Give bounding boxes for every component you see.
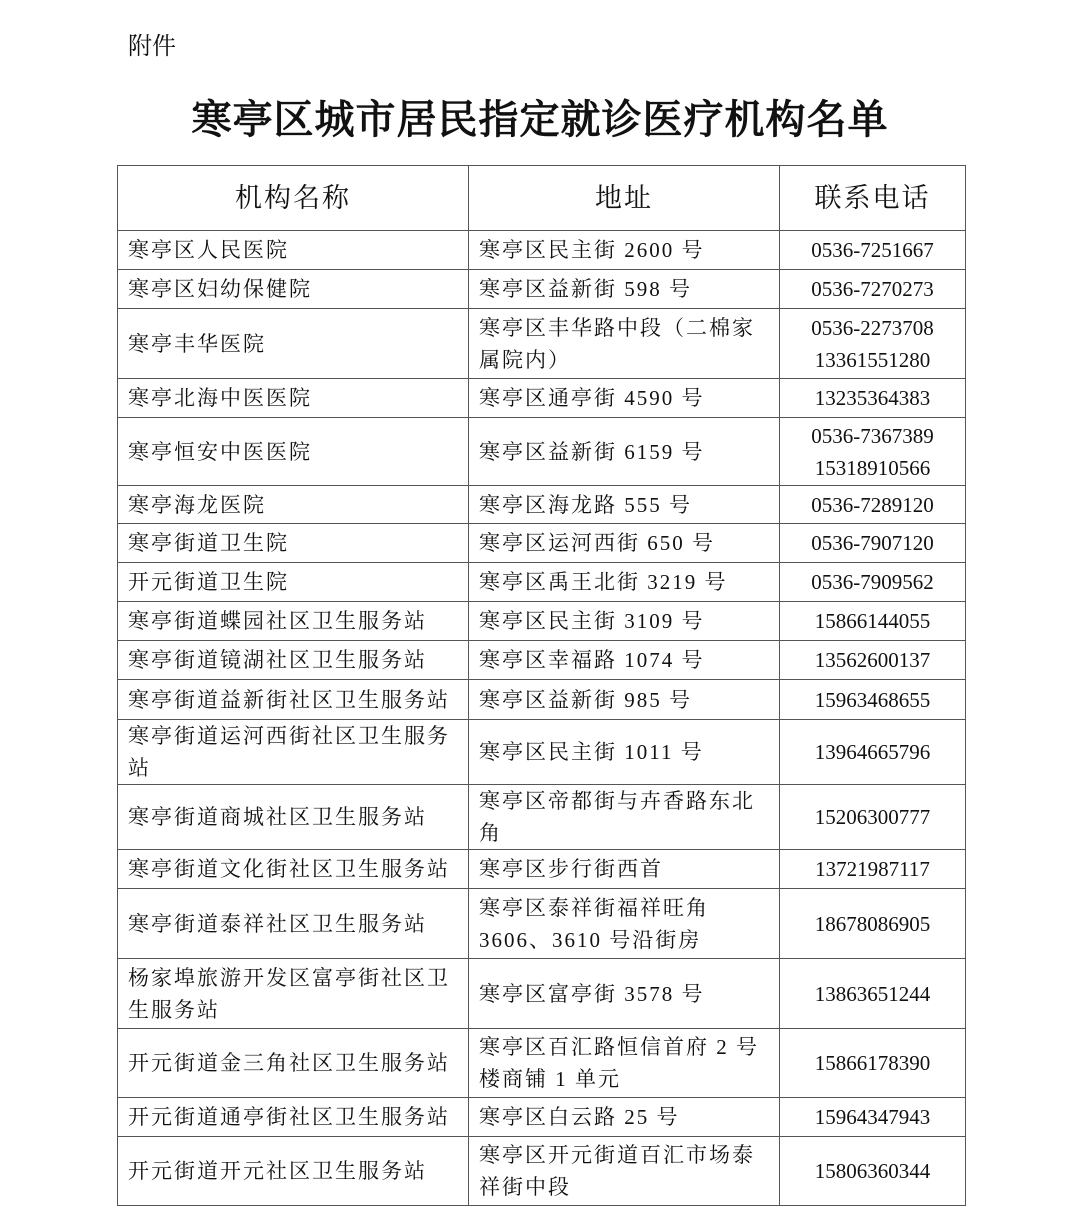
- table-row: [118, 680, 966, 720]
- institution-table: [117, 165, 966, 1206]
- phone-number: 13361551280: [814, 347, 931, 372]
- table-row: [118, 418, 966, 486]
- phone-number: 0536-7289120: [811, 492, 934, 517]
- institution-address: 寒亭区帝都街与卉香路东北角: [469, 785, 780, 850]
- institution-name: 寒亭北海中医医院: [118, 379, 469, 418]
- phone-number: 13863651244: [814, 981, 931, 1006]
- institution-phone: [780, 602, 966, 641]
- institution-address: 寒亭区丰华路中段（二棉家属院内）: [469, 309, 780, 379]
- institution-address: 寒亭区通亭街 4590 号: [469, 379, 780, 418]
- phone-number: 0536-7367389: [811, 423, 934, 448]
- phone-number: 15318910566: [814, 455, 931, 480]
- institution-address: 寒亭区禹王北街 3219 号: [469, 563, 780, 602]
- table-row: [118, 563, 966, 602]
- institution-address: 寒亭区海龙路 555 号: [469, 486, 780, 524]
- phone-number: 0536-7909562: [811, 570, 934, 594]
- table-row: [118, 641, 966, 680]
- table-row: [118, 889, 966, 959]
- phone-number: 13235364383: [814, 386, 931, 410]
- institution-phone: [780, 563, 966, 602]
- institution-address: 寒亭区民主街 2600 号: [469, 231, 780, 270]
- institution-address: 寒亭区运河西街 650 号: [469, 524, 780, 563]
- institution-phone: [780, 959, 966, 1029]
- institution-name: 寒亭区人民医院: [118, 231, 469, 270]
- table-row: [118, 524, 966, 563]
- institution-phone: [780, 1029, 966, 1098]
- phone-number: 15866144055: [814, 609, 931, 633]
- institution-address: 寒亭区泰祥街福祥旺角 3606、3610 号沿街房: [469, 889, 780, 959]
- page-title: 寒亭区城市居民指定就诊医疗机构名单: [191, 97, 889, 142]
- institution-phone: [780, 524, 966, 563]
- phone-number: 18678086905: [814, 911, 931, 936]
- institution-phone: [780, 889, 966, 959]
- institution-address: 寒亭区益新街 6159 号: [469, 418, 780, 486]
- table-row: [118, 602, 966, 641]
- phone-number: 13964665796: [814, 740, 931, 764]
- institution-phone: [780, 486, 966, 524]
- institution-address: 寒亭区民主街 1011 号: [469, 720, 780, 785]
- institution-name: 寒亭街道运河西街社区卫生服务站: [118, 720, 469, 785]
- institution-name: 寒亭街道商城社区卫生服务站: [118, 785, 469, 850]
- institution-name: 开元街道卫生院: [118, 563, 469, 602]
- institution-address: 寒亭区开元街道百汇市场泰祥街中段: [469, 1137, 780, 1206]
- table-row: [118, 959, 966, 1029]
- table-header-row: [118, 166, 966, 231]
- institution-name: 开元街道开元社区卫生服务站: [118, 1137, 469, 1206]
- institution-address: 寒亭区益新街 598 号: [469, 270, 780, 309]
- table-row: [118, 231, 966, 270]
- table-row: [118, 486, 966, 524]
- institution-name: 开元街道金三角社区卫生服务站: [118, 1029, 469, 1098]
- attachment-label: 附件: [128, 32, 176, 60]
- table-row: [118, 1137, 966, 1206]
- phone-number: 0536-7270273: [811, 277, 934, 301]
- institution-address: 寒亭区步行街西首: [469, 850, 780, 889]
- institution-phone: [780, 680, 966, 720]
- institution-phone: [780, 1137, 966, 1206]
- header-phone: 联系电话: [780, 166, 966, 231]
- institution-name: 寒亭街道蝶园社区卫生服务站: [118, 602, 469, 641]
- header-name: 机构名称: [118, 166, 469, 231]
- table-row: [118, 1029, 966, 1098]
- institution-address: 寒亭区幸福路 1074 号: [469, 641, 780, 680]
- institution-name: 寒亭街道卫生院: [118, 524, 469, 563]
- institution-phone: [780, 379, 966, 418]
- institution-name: 寒亭街道镜湖社区卫生服务站: [118, 641, 469, 680]
- phone-number: 13721987117: [815, 857, 930, 881]
- phone-number: 15866178390: [814, 1051, 931, 1075]
- institution-phone: [780, 309, 966, 379]
- institution-phone: [780, 850, 966, 889]
- header-address: 地址: [469, 166, 780, 231]
- institution-name: 寒亭街道益新街社区卫生服务站: [118, 680, 469, 720]
- institution-name: 寒亭丰华医院: [118, 309, 469, 379]
- phone-number: 0536-2273708: [811, 315, 934, 340]
- phone-number: 13562600137: [814, 648, 931, 672]
- institution-name: 杨家埠旅游开发区富亭街社区卫生服务站: [118, 959, 469, 1029]
- institution-name: 寒亭街道文化街社区卫生服务站: [118, 850, 469, 889]
- institution-name: 开元街道通亭街社区卫生服务站: [118, 1098, 469, 1137]
- institution-name: 寒亭区妇幼保健院: [118, 270, 469, 309]
- table-row: [118, 785, 966, 850]
- institution-address: 寒亭区民主街 3109 号: [469, 602, 780, 641]
- institution-name: 寒亭海龙医院: [118, 486, 469, 524]
- institution-phone: [780, 231, 966, 270]
- institution-phone: [780, 1098, 966, 1137]
- phone-number: 15964347943: [814, 1105, 931, 1129]
- table-row: [118, 270, 966, 309]
- phone-number: 0536-7251667: [811, 238, 934, 262]
- table-row: [118, 720, 966, 785]
- table-row: [118, 379, 966, 418]
- institution-phone: [780, 418, 966, 486]
- phone-number: 0536-7907120: [811, 531, 934, 555]
- institution-address: 寒亭区益新街 985 号: [469, 680, 780, 720]
- institution-phone: [780, 270, 966, 309]
- institution-phone: [780, 720, 966, 785]
- institution-phone: [780, 641, 966, 680]
- institution-address: 寒亭区白云路 25 号: [469, 1098, 780, 1137]
- institution-address: 寒亭区百汇路恒信首府 2 号楼商铺 1 单元: [469, 1029, 780, 1098]
- table-row: [118, 309, 966, 379]
- table-row: [118, 850, 966, 889]
- phone-number: 15963468655: [814, 687, 931, 712]
- table-row: [118, 1098, 966, 1137]
- institution-name: 寒亭恒安中医医院: [118, 418, 469, 486]
- institution-address: 寒亭区富亭街 3578 号: [469, 959, 780, 1029]
- phone-number: 15206300777: [814, 805, 931, 829]
- institution-phone: [780, 785, 966, 850]
- institution-name: 寒亭街道泰祥社区卫生服务站: [118, 889, 469, 959]
- phone-number: 15806360344: [814, 1159, 931, 1183]
